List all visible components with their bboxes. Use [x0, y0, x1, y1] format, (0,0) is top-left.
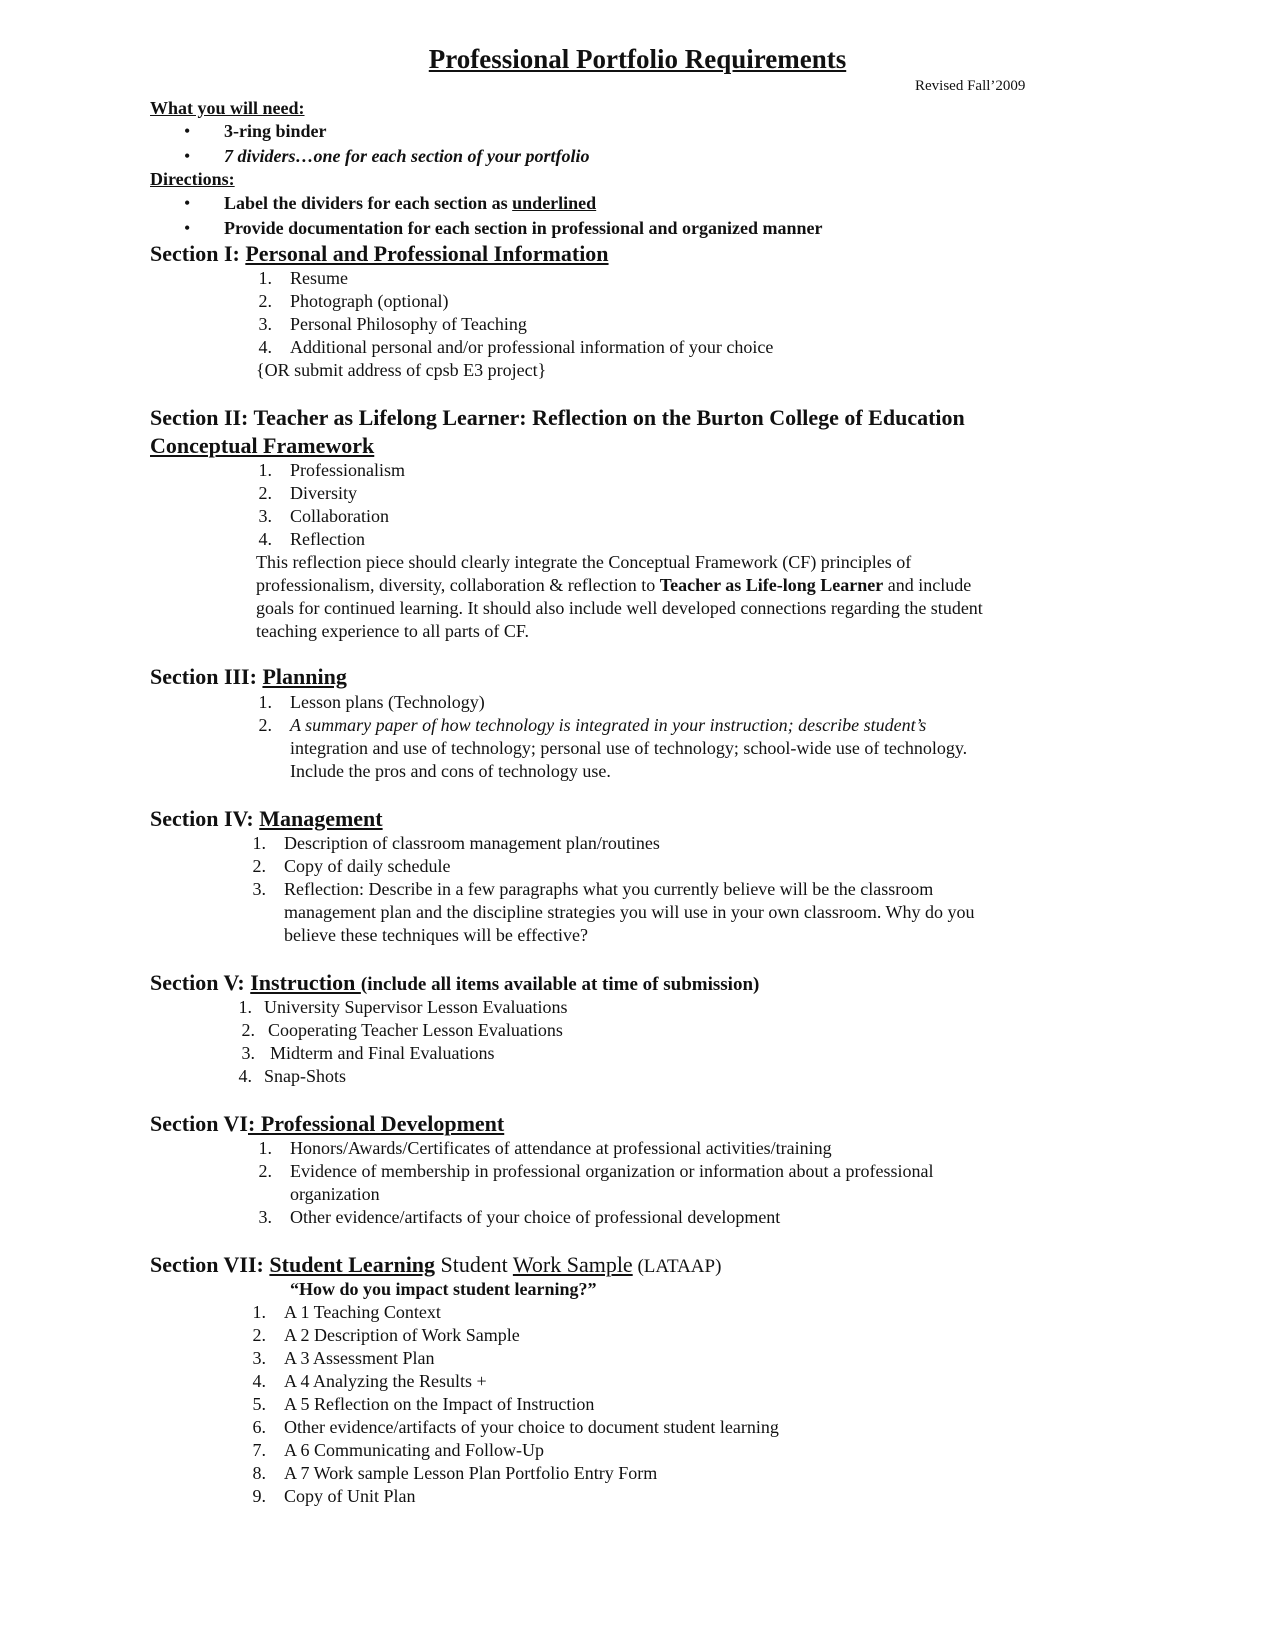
list-item: Description of classroom management plan/routines: [284, 833, 660, 853]
revised-date: Revised Fall’2009: [915, 78, 1026, 94]
section-2-paragraph-line: This reflection piece should clearly integrate the Conceptual Framework (CF) principles of: [256, 552, 912, 572]
list-number: 3.: [252, 879, 266, 899]
page-title: Professional Portfolio Requirements: [428, 44, 847, 74]
list-number: 2.: [241, 1020, 255, 1040]
list-number: 3.: [241, 1043, 255, 1063]
list-number: 1.: [258, 692, 272, 712]
list-number: 6.: [252, 1417, 266, 1437]
list-number: 3.: [252, 1348, 266, 1368]
list-number: 1.: [238, 997, 252, 1017]
list-item: Other evidence/artifacts of your choice to document student learning: [284, 1417, 779, 1437]
section-2-title: Conceptual Framework: [150, 433, 375, 458]
list-item: A 1 Teaching Context: [284, 1302, 441, 1322]
section-7-heading: Section VII: Student Learning Student Work Sample (LATAAP): [150, 1252, 722, 1277]
list-number: 1.: [258, 460, 272, 480]
list-number: 1.: [252, 1302, 266, 1322]
list-number: 2.: [258, 1161, 272, 1181]
list-item: Cooperating Teacher Lesson Evaluations: [268, 1020, 563, 1040]
list-number: 3.: [258, 506, 272, 526]
list-item: University Supervisor Lesson Evaluations: [264, 997, 568, 1017]
list-number: 1.: [252, 833, 266, 853]
list-number: 4.: [252, 1371, 266, 1391]
section-1-note: {OR submit address of cpsb E3 project}: [256, 360, 547, 380]
list-number: 9.: [252, 1486, 266, 1506]
list-item: A 3 Assessment Plan: [284, 1348, 435, 1368]
list-item: Copy of Unit Plan: [284, 1486, 416, 1506]
section-2-paragraph-line: professionalism, diversity, collaboration & reflection to Teacher as Life-long Learner and include: [256, 575, 972, 595]
list-number: 3.: [258, 314, 272, 334]
list-item: Snap-Shots: [264, 1066, 347, 1086]
list-item: Copy of daily schedule: [284, 856, 451, 876]
list-number: 4.: [258, 337, 272, 357]
list-item: Professionalism: [290, 460, 405, 480]
list-item-continued: management plan and the discipline strategies you will use in your own classroom. Why do you: [284, 902, 975, 922]
list-item: A 2 Description of Work Sample: [284, 1325, 520, 1345]
list-item: Other evidence/artifacts of your choice of professional development: [290, 1207, 781, 1227]
list-number: 2.: [252, 1325, 266, 1345]
list-number: 8.: [252, 1463, 266, 1483]
directions-item: Provide documentation for each section in professional and organized manner: [224, 218, 823, 238]
list-number: 2.: [258, 483, 272, 503]
list-number: 7.: [252, 1440, 266, 1460]
directions-item: Label the dividers for each section as underlined: [224, 193, 597, 213]
bullet-icon: •: [184, 146, 191, 166]
list-item: Personal Philosophy of Teaching: [290, 314, 527, 334]
list-item: Lesson plans (Technology): [290, 692, 485, 712]
list-item-continued: believe these techniques will be effective?: [284, 925, 589, 945]
list-number: 1.: [258, 1138, 272, 1158]
list-number: 4.: [258, 529, 272, 549]
list-number: 3.: [258, 1207, 272, 1227]
section-2-heading: Section II: Teacher as Lifelong Learner: Reflection on the Burton College of Education: [150, 405, 965, 430]
need-item: 3-ring binder: [224, 121, 327, 141]
list-item: A 6 Communicating and Follow-Up: [284, 1440, 544, 1460]
section-4-heading: Section IV: Management: [150, 806, 383, 831]
list-item-continued: Include the pros and cons of technology use.: [290, 761, 611, 781]
list-item-continued: integration and use of technology; personal use of technology; school-wide use of technology.: [290, 738, 968, 758]
list-number: 5.: [252, 1394, 266, 1414]
list-number: 2.: [258, 715, 272, 735]
list-item: A 4 Analyzing the Results +: [284, 1371, 487, 1391]
section-6-heading: Section VI: Professional Development: [150, 1111, 505, 1136]
list-item: Diversity: [290, 483, 357, 503]
need-heading: What you will need:: [150, 98, 305, 118]
section-1-heading: Section I: Personal and Professional Information: [150, 241, 609, 266]
section-2-paragraph-line: goals for continued learning. It should also include well developed connections regarding the student: [256, 598, 983, 618]
list-item: A 5 Reflection on the Impact of Instruction: [284, 1394, 595, 1414]
list-item: Resume: [290, 268, 348, 288]
list-item: Additional personal and/or professional information of your choice: [290, 337, 774, 357]
list-item: Midterm and Final Evaluations: [270, 1043, 495, 1063]
bullet-icon: •: [184, 218, 191, 238]
list-item: Reflection: Describe in a few paragraphs what you currently believe will be the classroom: [284, 879, 934, 899]
list-number: 2.: [252, 856, 266, 876]
directions-heading: Directions:: [150, 169, 235, 189]
section-2-paragraph-line: teaching experience to all parts of CF.: [256, 621, 529, 641]
list-item: A summary paper of how technology is integrated in your instruction; describe student’s: [290, 715, 927, 735]
section-3-heading: Section III: Planning: [150, 664, 347, 689]
list-number: 2.: [258, 291, 272, 311]
list-item: Honors/Awards/Certificates of attendance at professional activities/training: [290, 1138, 832, 1158]
list-number: 1.: [258, 268, 272, 288]
need-item: 7 dividers…one for each section of your portfolio: [224, 146, 590, 166]
bullet-icon: •: [184, 193, 191, 213]
list-item: A 7 Work sample Lesson Plan Portfolio Entry Form: [284, 1463, 658, 1483]
list-item-continued: organization: [290, 1184, 380, 1204]
list-item: Reflection: [290, 529, 365, 549]
list-item: Photograph (optional): [290, 291, 449, 311]
bullet-icon: •: [184, 121, 191, 141]
section-7-question: “How do you impact student learning?”: [290, 1279, 597, 1299]
list-item: Evidence of membership in professional organization or information about a professional: [290, 1161, 934, 1181]
list-number: 4.: [238, 1066, 252, 1086]
section-5-heading: Section V: Instruction (include all items available at time of submission): [150, 970, 760, 995]
list-item: Collaboration: [290, 506, 389, 526]
